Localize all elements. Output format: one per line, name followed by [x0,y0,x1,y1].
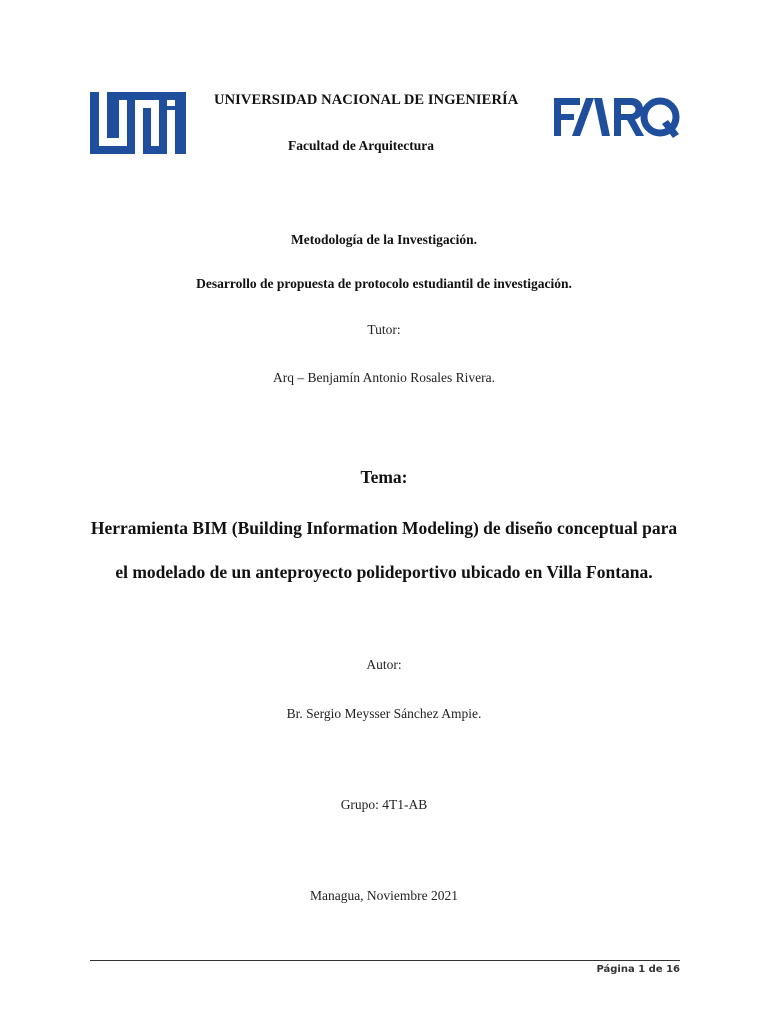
topic-label: Tema: [360,467,408,487]
topic-line-2: el modelado de un anteproyecto polideportivo ubicado en Villa Fontana. [115,562,653,582]
topic-line-1: Herramienta BIM (Building Information Modeling) de diseño conceptual para [90,518,678,538]
footer-divider [90,960,680,961]
faculty-name: Facultad de Arquitectura [288,138,434,153]
tutor-name: Arq – Benjamín Antonio Rosales Rivera. [273,370,495,385]
farq-logo [554,96,680,138]
author-label: Autor: [366,657,402,672]
group-label: Grupo: 4T1-AB [340,797,428,812]
subject-title: Metodología de la Investigación. [291,232,477,247]
author-name: Br. Sergio Meysser Sánchez Ampie. [286,706,482,721]
place-date: Managua, Noviembre 2021 [309,888,459,903]
assignment-title: Desarrollo de propuesta de protocolo estudiantil de investigación. [196,276,572,291]
tutor-label: Tutor: [367,322,401,337]
uni-logo [90,92,186,154]
university-name: UNIVERSIDAD NACIONAL DE INGENIERÍA [214,92,519,108]
page-number: Página 1 de 16 [596,964,680,975]
